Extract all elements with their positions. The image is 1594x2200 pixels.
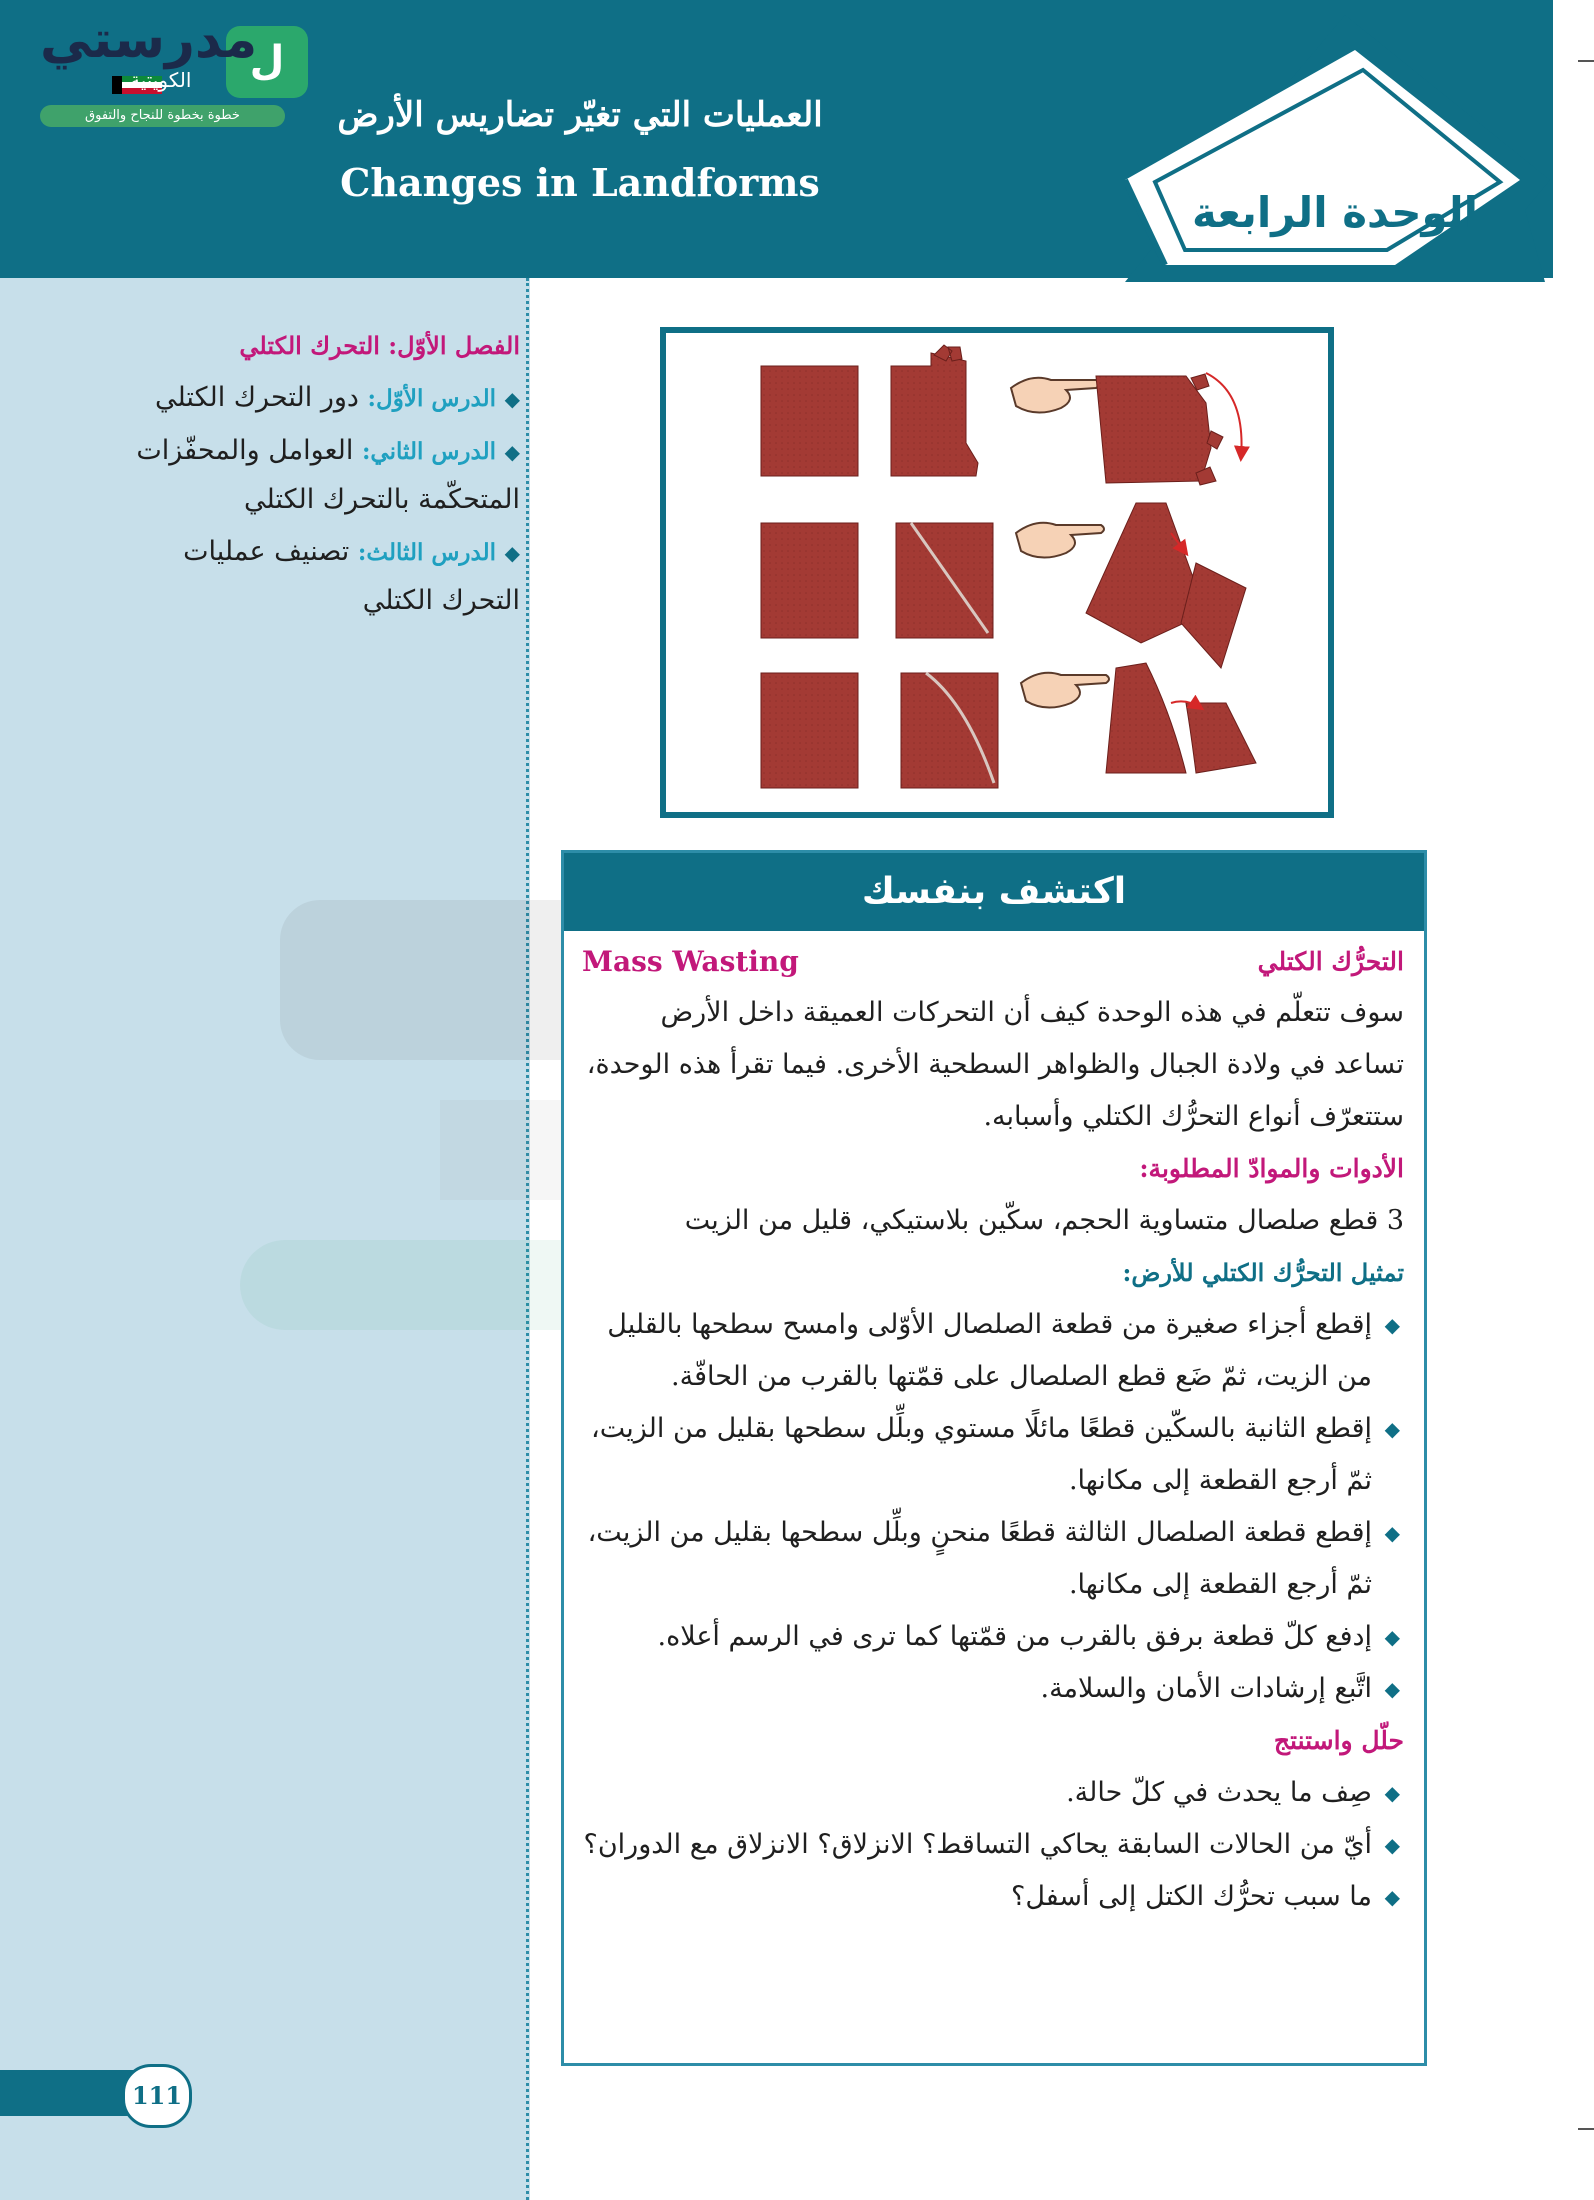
materials-title: الأدوات والموادّ المطلوبة: [1139,1154,1404,1183]
intro-paragraph: سوف تتعلّم في هذه الوحدة كيف أن التحركات العميقة داخل الأرض تساعد في ولادة الجبال والظواهر السطحية الأخرى. فيما تقرأ هذه الوحدة، ستتعرّف أنواع التحرُّك الكتلي وأسبابه. [586,997,1404,1132]
pointing-hand-icon [1011,378,1099,413]
explore-heading: اكتشف بنفسك [564,853,1424,931]
pointing-hand-icon [1016,523,1104,558]
question-text: صِف ما يحدث في كلّ حالة. [1066,1777,1372,1808]
clay-experiment-figure [660,327,1334,818]
procedure-step [582,1299,1404,1403]
diamond-bullet-icon: ◆ [1384,1885,1400,1909]
term-arabic: التحرُّك الكتلي [1257,947,1404,976]
diamond-bullet-icon: ◆ [504,541,520,565]
step-text: اتَّبع إرشادات الأمان والسلامة. [1040,1673,1372,1704]
materials-text: 3 قطع صلصال متساوية الحجم، سكّين بلاستيكي، قليل من الزيت [684,1205,1404,1236]
sidebar-lesson-3 [120,528,520,625]
logo-tagline: خطوة بخطوة للنجاح والتفوق [40,105,285,127]
lesson-title-arabic: العمليات التي تغيّر تضاريس الأرض [337,95,823,135]
term-english: Mass Wasting [582,945,799,978]
lesson-label: الدرس الأوّل: [367,385,497,412]
sidebar-lesson-2 [120,427,520,524]
question-text: ما سبب تحرُّك الكتل إلى أسفل؟ [1010,1881,1372,1912]
diamond-bullet-icon: ◆ [1384,1833,1400,1857]
crop-mark [1578,2128,1594,2130]
sidebar-divider [526,278,529,2200]
page-number: 111 [122,2064,192,2128]
lesson-text: دور التحرك الكتلي [154,382,359,413]
step-text: إقطع أجزاء صغيرة من قطعة الصلصال الأوّلى وامسح سطحها بالقليل من الزيت، ثمّ ضَع قطع الصلصال على قمّتها بالقرب من الحافّة. [607,1309,1372,1392]
diamond-bullet-icon: ◆ [1384,1313,1400,1337]
procedure-step [582,1611,1404,1663]
logo-name: مدرستي [40,10,258,70]
analysis-question [582,1767,1404,1819]
diamond-bullet-icon: ◆ [1384,1781,1400,1805]
step-text: إدفع كلّ قطعة برفق بالقرب من قمّتها كما ترى في الرسم أعلاه. [657,1621,1372,1652]
analysis-questions [582,1767,1404,1923]
logo-mark-icon: ل [226,26,308,98]
analysis-question [582,1819,1404,1871]
procedure-step [582,1507,1404,1611]
lesson-title-english: Changes in Landforms [340,160,820,205]
logo-country: الكويتية [130,68,192,92]
diamond-bullet-icon: ◆ [504,440,520,464]
procedure-title: تمثيل التحرُّك الكتلي للأرض: [1122,1258,1404,1287]
step-text: إقطع الثانية بالسكّين قطعًا مائلًا مستوي وبلِّل سطحها بقليل من الزيت، ثمّ أرجع القطعة إلى مكانها. [591,1413,1372,1496]
diamond-bullet-icon: ◆ [1384,1625,1400,1649]
analyze-title: حلّل واستنتج [1273,1726,1404,1755]
clay-blocks-illustration [666,333,1328,812]
procedure-steps [582,1299,1404,1715]
diamond-bullet-icon: ◆ [1384,1417,1400,1441]
term-row [582,937,1404,987]
step-text: إقطع قطعة الصلصال الثالثة قطعًا منحنٍ وبلِّل سطحها بقليل من الزيت، ثمّ أرجع القطعة إلى مكانها. [587,1517,1372,1600]
explore-body [582,937,1404,1923]
lesson-text: العوامل والمحفّزات المتحكّمة بالتحرك الكتلي [136,435,520,515]
question-text: أيّ من الحالات السابقة يحاكي التساقط؟ الانزلاق؟ الانزلاق مع الدوران؟ [583,1829,1372,1860]
unit-label: الوحدة الرابعة [1191,188,1479,237]
crop-mark [1578,60,1594,62]
chapter-title: الفصل الأوّل: التحرك الكتلي [239,331,520,360]
lesson-text: تصنيف عمليات التحرك الكتلي [183,536,520,616]
logo [30,10,290,123]
diamond-bullet-icon: ◆ [1384,1521,1400,1545]
analysis-question [582,1871,1404,1923]
lesson-label: الدرس الثاني: [361,438,497,465]
diamond-bullet-icon: ◆ [1384,1677,1400,1701]
procedure-step [582,1663,1404,1715]
explore-activity-box [561,850,1427,2066]
procedure-step [582,1403,1404,1507]
unit-badge-icon [1125,10,1555,282]
sidebar-contents [120,322,520,629]
page-number-tab [0,2070,135,2116]
pointing-hand-icon [1021,673,1109,708]
diamond-bullet-icon: ◆ [504,387,520,411]
sidebar-lesson-1 [120,374,520,423]
lesson-label: الدرس الثالث: [357,539,497,566]
